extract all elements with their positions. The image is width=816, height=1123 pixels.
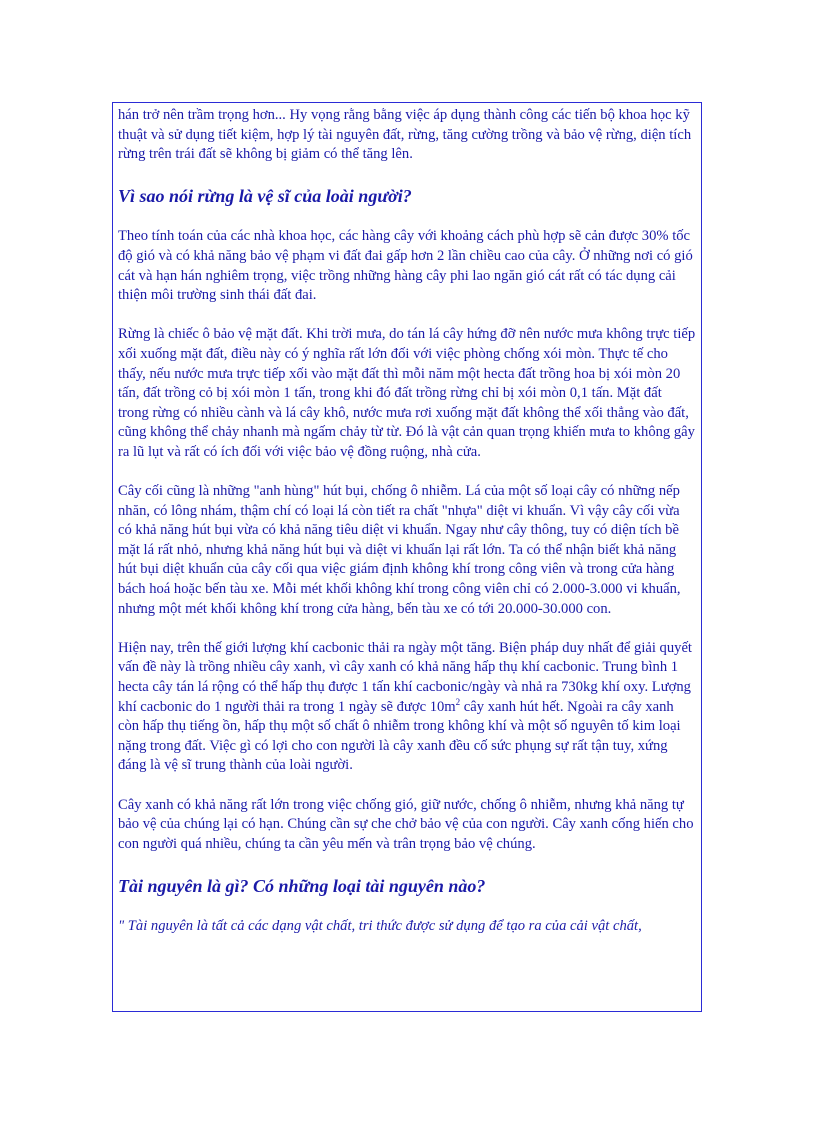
section-heading-tai-nguyen: Tài nguyên là gì? Có những loại tài nguyên nào? xyxy=(118,875,486,896)
section-heading-rung-ve-si: Vì sao nói rừng là vệ sĩ của loài người? xyxy=(118,186,412,207)
paragraph-cacbonic-part-b: cây xanh hút hết. Ngoài ra cây xanh còn hấp thụ tiếng ồn, hấp thụ một số chất ô nhiễm trong không khí và một số nguyên tố kim loại nặng trong đất. Việc gì có lợi cho con người là cây xanh đều cố sức phụng sự rất tận tuy, xứng đáng là vệ sĩ trung thành của loài người. xyxy=(118,698,681,774)
intro-paragraph: hán trở nên trầm trọng hơn... Hy vọng rằng bằng việc áp dụng thành công các tiến bộ khoa học kỹ thuật và sử dụng tiết kiệm, hợp lý tài nguyên đất, rừng, tăng cường trồng và bảo vệ rừng, diện tích rừng trên trái đất sẽ không bị giảm có thể tăng lên. xyxy=(118,107,692,163)
paragraph-protection: Cây xanh có khả năng rất lớn trong việc chống gió, giữ nước, chống ô nhiễm, nhưng khả năng tự bảo vệ của chúng lại có hạn. Chúng cần sự che chở bảo vệ của con người. Cây xanh cống hiến cho con người quá nhiều, chúng ta cần yêu mến và trân trọng bảo vệ chúng. xyxy=(118,796,694,852)
quote-definition: " Tài nguyên là tất cả các dạng vật chất, tri thức được sử dụng để tạo ra của cải vật chất, xyxy=(118,917,642,934)
paragraph-erosion: Rừng là chiếc ô bảo vệ mặt đất. Khi trời mưa, do tán lá cây hứng đỡ nên nước mưa không trực tiếp xối xuống mặt đất, điều này có ý nghĩa rất lớn đối với việc phòng chống xói mòn. Thực tế cho thấy, nếu nước mưa trực tiếp xối vào mặt đất thì mỗi năm một hecta đất trồng hoa bị xói mòn 20 tấn, đất trồng cỏ bị xói mòn 1 tấn, trong khi đó đất trồng rừng chỉ bị xói mòn 0,1 tấn. Mặt đất trong rừng có nhiều cành và lá cây khô, nước mưa rơi xuống mặt đất không thể xối thẳng vào đất, cũng không thể chảy nhanh mà ngấm chảy từ từ. Đó là vật cản quan trọng khiến mưa to không gây ra lũ lụt và rất có ích đối với việc bảo vệ đồng ruộng, nhà cửa. xyxy=(118,326,696,460)
document-frame xyxy=(112,102,702,1012)
superscript: 2 xyxy=(455,696,461,707)
paragraph-cacbonic xyxy=(118,639,696,776)
paragraph-cacbonic-part-a: Hiện nay, trên thế giới lượng khí cacbonic thải ra ngày một tăng. Biện pháp duy nhất để giải quyết vấn đề này là trồng nhiều cây xanh, vì cây xanh có khả năng hấp thụ khí cacbonic. Trung bình 1 hecta cây tán lá rộng có thể hấp thụ được 1 tấn khí cacbonic/ngày và nhả ra 730kg khí oxy. Lượng khí cacbonic do 1 người thải ra trong 1 ngày sẽ được 10m xyxy=(118,639,692,715)
paragraph-dust: Cây cối cũng là những "anh hùng" hút bụi, chống ô nhiễm. Lá của một số loại cây có những nếp nhăn, có lông nhám, thậm chí có loại lá còn tiết ra chất "nhựa" diệt vi khuẩn. Vì vậy cây cối vừa có khả năng hút bụi vừa có khả năng tiêu diệt vi khuẩn. Ngay như cây thông, tuy có diện tích bề mặt lá rất nhỏ, nhưng khả năng hút bụi và diệt vi khuẩn lại rất lớn. Ta có thể nhận biết khả năng hút bụi diệt khuẩn của cây cối qua việc giám định không khí trong công viên và trong cửa hàng bách hoá hoặc bến tàu xe. Mỗi mét khối không khí trong công viên chỉ có 2.000-3.000 vi khuẩn, nhưng một mét khối không khí trong cửa hàng, bến tàu xe có tới 20.000-30.000 con. xyxy=(118,483,681,617)
paragraph-wind-barrier: Theo tính toán của các nhà khoa học, các hàng cây với khoảng cách phù hợp sẽ cản được 30% tốc độ gió và có khả năng bảo vệ phạm vi đất đai gấp hơn 2 lần chiều cao của cây. Ở những nơi có gió cát và hạn hán nghiêm trọng, việc trồng những hàng cây phi lao ngăn gió cát rất có tác dụng cải thiện môi trường sinh thái đất đai. xyxy=(118,228,693,304)
